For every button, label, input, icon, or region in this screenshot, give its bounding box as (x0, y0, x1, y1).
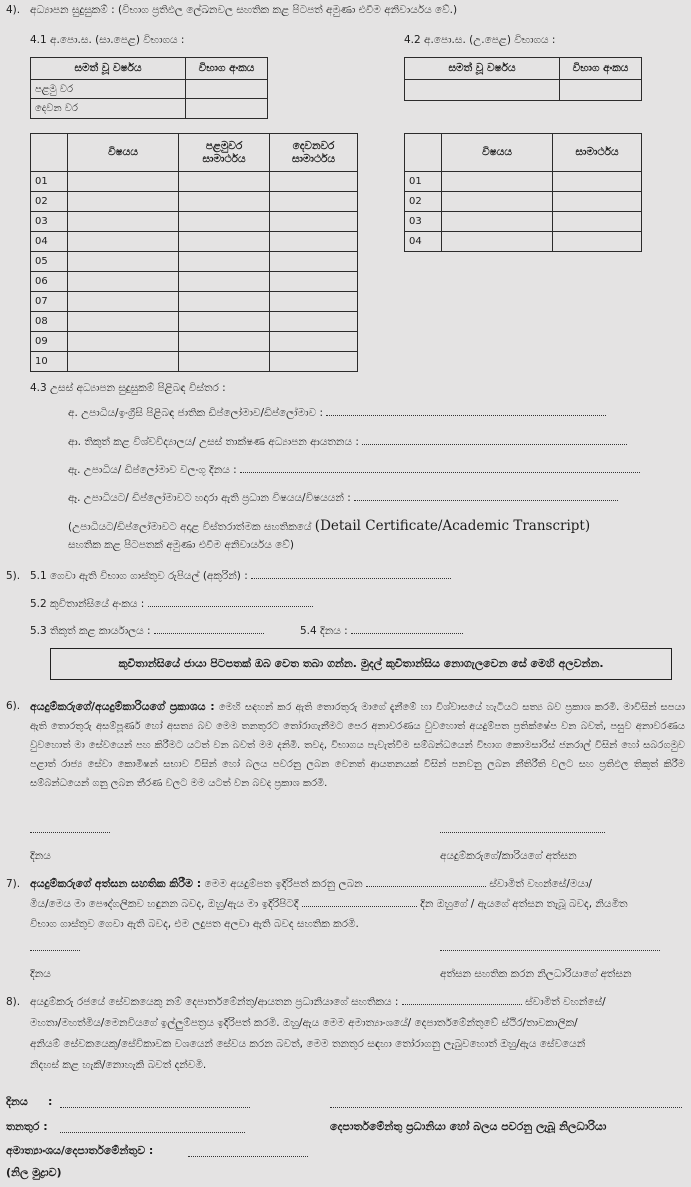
applicant-signature-field[interactable] (440, 832, 605, 833)
ol-row-cell[interactable] (179, 172, 270, 192)
footer-ministry-label: අමාත්‍යාංශය/දෙපාර්තමේන්තුව : (6, 1144, 154, 1157)
al-index-header: විභාග අංකය (560, 58, 642, 80)
ol-row (31, 312, 358, 332)
ol-row (31, 192, 358, 212)
higher-item-subjects (68, 492, 618, 505)
higher-item-degree-label: අ. උපාධිය/ඉංග්‍රීසි පිළිබඳ ජාතික ඩිප්ලෝමාව/ඩිප්ලෝමාව : (68, 407, 324, 419)
head-cert-text2: ස්වාමිත් වහන්සේ/ (525, 996, 606, 1008)
head-cert-line2: මහතා/මහත්මිය/මෙනවියගේ ඉල්ලුම්පත්‍රය ඉදිරිපත් කරමි. ඔහු/ඇය මෙම අමාත්‍යාංශයේ/ දෙපාර්තමේන්තුවේ ස්ථිර/තාවකාලික/ (30, 1017, 578, 1029)
ol-row-cell[interactable] (270, 312, 358, 332)
al-year-table (404, 57, 642, 101)
higher-item-subjects-field[interactable] (354, 500, 618, 501)
ol-row-number: 08 (31, 312, 68, 332)
ol-row-cell[interactable] (179, 212, 270, 232)
section-5-number: 5). (6, 570, 21, 582)
certifying-officer-signature-label: අත්සන සහතික කරන නිලධාරියාගේ අත්සන (440, 968, 632, 980)
applicant-signature-label: අයදුම්කරුගේ/කාරියගේ අත්සන (440, 850, 577, 862)
receipt-number-row (30, 598, 313, 611)
al-row-cell[interactable] (442, 212, 553, 232)
signature-cert-text2: ස්වාමිත් වහන්සේ/මයා/ (489, 878, 592, 890)
ol-row-cell[interactable] (179, 312, 270, 332)
ol-row-cell[interactable] (179, 352, 270, 372)
footer-post-label: තනතුර : (6, 1120, 48, 1133)
signature-cert-line3: විභාග ගාස්තුව ගෙවා ඇති බවද, එම ලදුපත අලවා ඇති බවද සහතික කරමි. (30, 918, 359, 930)
certification-date-field[interactable] (30, 950, 80, 951)
al-exam-title: 4.2 අ.පො.ස. (උ.පෙළ) විභාගය : (404, 34, 556, 46)
al-row-cell[interactable] (553, 192, 642, 212)
higher-item-subjects-label: ඈ. උපාධියට/ ඩිප්ලෝමාවට හදාරා ඇති ප්‍රධාන විෂයය/විෂයයන් : (68, 492, 351, 504)
ol-row-cell[interactable] (179, 252, 270, 272)
signature-cert-text1: මෙම අයදුම්පත ඉදිරිපත් කරනු ලබන (204, 878, 363, 890)
applicant-declaration (30, 697, 685, 793)
fee-amount-row (30, 570, 451, 583)
al-row (405, 172, 642, 192)
ol-row-number: 07 (31, 292, 68, 312)
declaration-date-label: දිනය (30, 850, 51, 862)
transcript-note-english: (Detail Certificate/Academic Transcript) (314, 518, 591, 534)
al-row (405, 192, 642, 212)
al-row (405, 232, 642, 252)
al-row-number: 02 (405, 192, 442, 212)
al-grade-header: සාමාර්ථය (553, 134, 642, 172)
section-4-heading: අධ්‍යාපන සුදුසුකම් : (විභාග ප්‍රතිඵල ලේඛනවල සහතික කළ පිටපත් අමුණා එවීම අනිවාර්යය වේ.) (30, 4, 458, 16)
al-index-cell[interactable] (560, 80, 642, 101)
official-seal-label: (නිල මුද්‍රාව) (6, 1166, 62, 1179)
footer-ministry-field[interactable] (188, 1144, 308, 1157)
ol-row-cell[interactable] (270, 232, 358, 252)
ol-index-header: විභාග අංකය (186, 58, 268, 80)
issuing-office-field[interactable] (154, 633, 264, 634)
receipt-notice-box: කුවිතාන්සියේ ජායා පිටපතක් ඔබ වෙත තබා ගන්න. මුදල් කුවිතාන්සිය නොගැලවෙන සේ මෙහි අලවන්න. (50, 648, 672, 680)
ol-second-attempt-index-cell[interactable] (186, 99, 268, 119)
ol-row-cell[interactable] (270, 332, 358, 352)
ol-row-cell[interactable] (68, 272, 179, 292)
ol-row-cell[interactable] (270, 272, 358, 292)
higher-item-valid-date-field[interactable] (240, 472, 640, 473)
ol-row (31, 332, 358, 352)
certification-date-label: දිනය (30, 968, 51, 980)
section-6-number: 6). (6, 700, 21, 712)
ol-row-cell[interactable] (68, 172, 179, 192)
ol-row-cell[interactable] (270, 292, 358, 312)
officer-title-label: දෙපාර්තමේන්තු ප්‍රධානියා හෝ බලය පවරනු ලැබූ නිලධාරියා (330, 1120, 607, 1133)
receipt-number-label: 5.2 කුවිතාන්සියේ අංකය : (30, 598, 145, 610)
ol-row-number: 10 (31, 352, 68, 372)
receipt-date-row (300, 625, 463, 638)
al-row-cell[interactable] (553, 172, 642, 192)
declaration-body: මෙහි සඳහන් කර ඇති තොරතුරු මාගේ දැනීමේ හා විශ්වාසයේ හැටියට සත්‍ය බව ප්‍රකාශ කරමි. මාවිසින් සපයා ඇති තොරතුරු අසම්පූර්ණ හෝ අසත්‍ය බව මෙම තනතුරට තෝරාගැනීමට පෙර අනාවරණය වුවහොත් අයදුම්පත ප්‍රතික්ෂේප වන බවත්, පසුව අනාවරණය වුවහොත් මා සේවයෙන් පහ කිරීමට යටත් වන බවත් මම දනිමි. තවද, විභාගය පැවැත්වීම සම්බන්ධයෙන් විභාග කොමසාරිස් ජනරාල් විසින් හෝ සබරගමුව පළාත් රාජ්‍ය සේවා කොමිෂන් සභාව විසින් හෝ බලය පවරනු ලබන වෙනත් ආයතනයක් විසින් පනවනු ලබන නීතිරීති වලට සහ ප්‍රතිඵල තිකුත් කිරීම සම්බන්ධයෙන් ගනු ලබන තීරණ වලට මම යටත් වන බවද ප්‍රකාශ කරමි. (30, 702, 685, 789)
ol-subjects-table (30, 133, 358, 372)
ol-row-number: 09 (31, 332, 68, 352)
ol-row-cell[interactable] (179, 232, 270, 252)
signature-cert-text4: දින ඔහුගේ / ඇයගේ අත්සන තැබූ බවද, නියමිත (420, 898, 628, 910)
ol-row-cell[interactable] (270, 192, 358, 212)
signature-date-field[interactable] (302, 906, 417, 907)
higher-item-university-label: ආ. තිකුත් කළ විශ්වවිද්‍යාලය/ උසස් තාක්ෂණ අධ්‍යාපන ආයතනය : (68, 436, 359, 448)
ol-row-cell[interactable] (270, 212, 358, 232)
fee-amount-label: 5.1 ගෙවා ඇති විභාග ගාස්තුව රුපියල් (අකුරින්) : (30, 570, 248, 582)
ol-row-number: 02 (31, 192, 68, 212)
ol-row (31, 252, 358, 272)
al-row-cell[interactable] (442, 192, 553, 212)
section-8-number: 8). (6, 996, 21, 1008)
transcript-note-line2: සහතික කළ පිටපතක් අමුණා එවීම අනිවාර්යය වේ) (68, 539, 294, 551)
al-row-cell[interactable] (553, 232, 642, 252)
declaration-date-field[interactable] (30, 832, 110, 833)
al-row-cell[interactable] (442, 172, 553, 192)
transcript-note-line1 (68, 518, 590, 534)
higher-item-valid-date (68, 464, 640, 477)
ol-subject-rows (31, 172, 358, 372)
ol-no-header (31, 134, 68, 172)
ol-row-cell[interactable] (68, 352, 179, 372)
issuing-office-label: 5.3 තිකුත් කළ කාර්යාලය : (30, 625, 151, 637)
ol-row-cell[interactable] (179, 332, 270, 352)
ol-row-number: 04 (31, 232, 68, 252)
ol-row-cell[interactable] (68, 332, 179, 352)
ol-row-cell[interactable] (68, 312, 179, 332)
al-row (405, 212, 642, 232)
higher-item-university-field[interactable] (362, 444, 627, 445)
ol-row (31, 212, 358, 232)
higher-edu-title: 4.3 උසස් අධ්‍යාපන සුදුසුකම් පිළිබඳ විස්තර : (30, 382, 226, 394)
certifying-officer-signature-field[interactable] (440, 950, 660, 951)
al-row-cell[interactable] (553, 212, 642, 232)
section-7-number: 7). (6, 878, 21, 890)
ol-first-attempt-index-cell[interactable] (186, 80, 268, 99)
ol-row (31, 272, 358, 292)
section-4-number: 4). (6, 4, 21, 16)
al-row-cell[interactable] (442, 232, 553, 252)
fee-amount-field[interactable] (251, 578, 451, 579)
footer-date-colon: : (48, 1095, 53, 1108)
al-no-header (405, 134, 442, 172)
receipt-date-field[interactable] (351, 633, 463, 634)
ol-exam-title: 4.1 අ.පො.ස. (සා.පෙළ) විභාගය : (30, 34, 185, 46)
ol-row-number: 05 (31, 252, 68, 272)
higher-item-degree (68, 407, 606, 420)
ol-row-cell[interactable] (68, 192, 179, 212)
ol-first-grade-header: පළමුවර සාමාර්ථය (179, 134, 270, 172)
footer-date-field[interactable] (60, 1095, 250, 1108)
ol-subject-header: විෂයය (68, 134, 179, 172)
employee-name-field[interactable] (402, 1004, 522, 1005)
certified-applicant-name-field[interactable] (366, 886, 486, 887)
ol-row-cell[interactable] (68, 212, 179, 232)
ol-row-cell[interactable] (270, 252, 358, 272)
al-year-cell[interactable] (405, 80, 560, 101)
declaration-title: අයදුම්කරුගේ/අයදුම්කාරියගේ ප්‍රකාශය : (30, 700, 215, 713)
footer-post-field[interactable] (60, 1120, 245, 1133)
al-subjects-table (404, 133, 642, 252)
ol-row-cell[interactable] (68, 292, 179, 312)
al-subject-header: විෂයය (442, 134, 553, 172)
higher-item-university (68, 436, 627, 449)
ol-row (31, 172, 358, 192)
ol-row-cell[interactable] (179, 272, 270, 292)
head-cert-text1: අයදුම්කරු රජයේ සේවකයෙකු නම් දෙපාර්තමේන්තු/ආයතන ප්‍රධානියාගේ සහතිකය : (30, 996, 399, 1008)
signature-cert-title: අයදුම්කරුගේ අත්සන සහතික කිරීම : (30, 877, 202, 890)
signature-cert-text3: මිය/මෙය මා පෞද්ගලිකව හඳුනන බවද, ඔහු/ඇය මා ඉදිරිපිටදී (30, 898, 299, 910)
ol-row-cell[interactable] (179, 192, 270, 212)
ol-year-header: සමත් වූ වර්ෂය (31, 58, 186, 80)
al-row-number: 01 (405, 172, 442, 192)
signature-cert-line1 (30, 877, 592, 891)
higher-item-valid-date-label: ඇ. උපාධිය/ ඩිප්ලෝමාව වලංගු දිනය : (68, 464, 237, 476)
ol-row-number: 01 (31, 172, 68, 192)
ol-first-attempt-label: පළමු වර (31, 80, 186, 99)
ol-second-attempt-label: දෙවන වර (31, 99, 186, 119)
ol-row-cell[interactable] (270, 352, 358, 372)
ol-row-cell[interactable] (270, 172, 358, 192)
ol-row (31, 292, 358, 312)
ol-row-cell[interactable] (179, 292, 270, 312)
ol-row-cell[interactable] (68, 232, 179, 252)
ol-year-table (30, 57, 268, 119)
head-cert-line4: නිදහස් කළ හැකි/නොහැකි බවත් දන්වමි. (30, 1059, 207, 1071)
receipt-number-field[interactable] (148, 606, 313, 607)
al-row-number: 04 (405, 232, 442, 252)
issuing-office-row (30, 625, 264, 638)
ol-second-grade-header: දෙවනවර සාමාර්ථය (270, 134, 358, 172)
head-cert-line3: අනියම් සේවකයෙකු/සේවිකාවක වශයෙන් සේවය කරන බවත්, මෙම තනතුර සඳහා තෝරාගනු ලැබුවහොත් ඔහු/ඇය සේවයෙන් (30, 1038, 586, 1050)
higher-item-degree-field[interactable] (326, 415, 606, 416)
ol-row-number: 06 (31, 272, 68, 292)
signature-cert-line2 (30, 898, 628, 911)
transcript-note-text: (උපාධියට/ඩිප්ලෝමාවට අදාළ විස්තරාත්මක සහතිකයේ (68, 521, 312, 533)
ol-row-number: 03 (31, 212, 68, 232)
head-cert-line1 (30, 996, 606, 1009)
officer-signature-field[interactable] (330, 1095, 682, 1108)
ol-row (31, 232, 358, 252)
footer-date-label: දිනය (6, 1095, 28, 1108)
al-subject-rows (405, 172, 642, 252)
al-year-header: සමත් වූ වර්ෂය (405, 58, 560, 80)
receipt-date-label: 5.4 දිනය : (300, 625, 348, 637)
al-row-number: 03 (405, 212, 442, 232)
ol-row (31, 352, 358, 372)
ol-row-cell[interactable] (68, 252, 179, 272)
